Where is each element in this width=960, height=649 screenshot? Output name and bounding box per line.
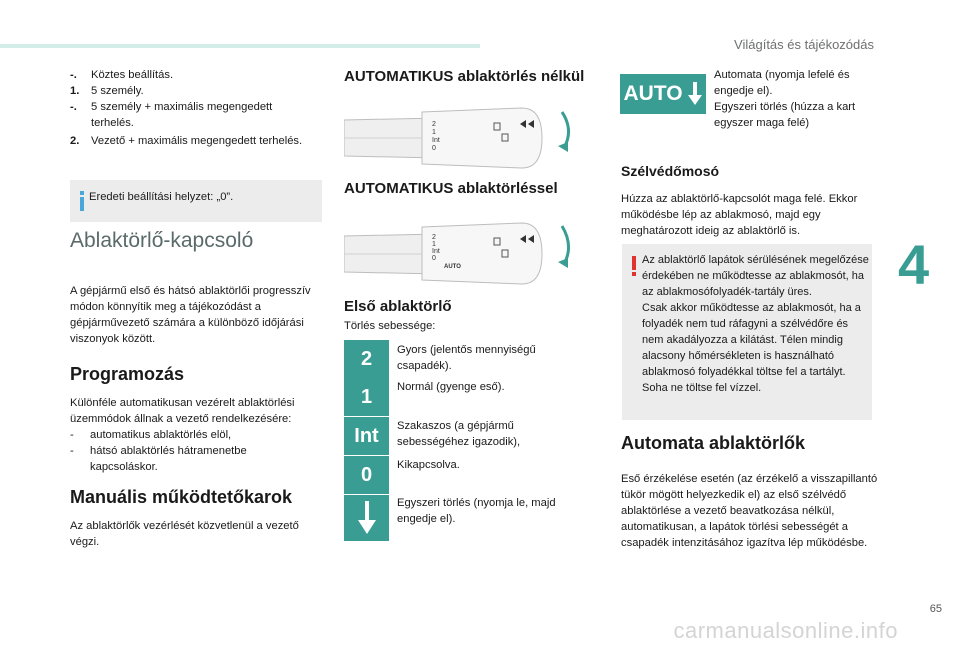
list-item: - hátsó ablaktörlés hátramenetbe kapcsoláskor. [70,445,247,473]
speed-text: Normál (gyenge eső). [397,381,505,393]
programming-section [70,395,328,475]
washer-heading: Szélvédőmosó [621,163,720,179]
auto-wipers-text: Eső érzékelése esetén (az érzékelő a visszapillantó tükör mögött helyezkedik el) az első szélvédő ablaktörlése a vezető beavatkozása nélkül, automatikusan, a lapátok törlési sebességét a csapadék intenzitásához igazítva lép működésbe. [621,473,878,549]
chapter-tab: 4 [898,233,930,296]
programming-heading: Programozás [70,364,185,384]
stalk-label: 0 [432,255,436,262]
stalk-label: Int [432,248,440,255]
page-number: 65 [929,603,942,615]
auto-text: Automata (nyomja lefelé és engedje el). Egyszeri törlés (húzza a kart egyszer maga felé) [714,69,856,129]
info-note [70,180,322,222]
header-bar [0,44,480,48]
speed-tile-2: 2 [344,340,389,378]
speed-tile-0: 0 [344,456,389,494]
speed-tile-int: Int [344,417,389,455]
page-title: Ablaktörlő-kapcsoló [70,229,254,252]
down-arrow-icon [687,82,703,106]
speed-text: Szakaszos (a gépjármű sebességéhez igazodik), [397,420,521,448]
list-item: - automatikus ablaktörlés elöl, [70,429,232,441]
list-item: -. 5 személy + maximális megengedett terhelés. [70,101,273,129]
wiper-stalk-illustration [344,104,580,174]
info-icon [78,191,86,211]
manual-heading: Manuális működtetőkarok [70,487,293,507]
auto-off-heading: AUTOMATIKUS ablaktörlés nélkül [344,68,585,85]
auto-button-symbol: AUTO [620,74,706,114]
warning-icon [630,256,638,276]
intro-text: A gépjármű első és hátsó ablaktörlői progresszív módon könnyítik meg a tájékozódást a gépjárművezető számára a különböző időjárási viszonyok között. [70,285,311,345]
washer-text: Húzza az ablaktörlő-kapcsolót maga felé. Ekkor működésbe lép az ablakmosó, majd egy meghatározott ideig az ablaktörlő is. [621,193,858,237]
list-item: 1. 5 személy. [70,85,144,97]
down-arrow-icon [357,501,377,535]
warning-text: Az ablaktörlő lapátok sérülésének megelőzése érdekében ne működtesse az ablakmosót, ha az ablakmosófolyadék-tartály üres. Csak akkor működtesse az ablakmosót, ha a folyadék nem tud ráfagyni a szélvédőre és nem akadályozza a kilátást. Télen mindig alacsony hőmérsékleten is használható ablakmosó folyadékkal töltse fel a tartályt. Soha ne töltse fel vízzel. [642,254,869,394]
speed-text: Kikapcsolva. [397,459,460,471]
stalk-label: 1 [432,129,436,136]
speed-tile-1: 1 [344,378,389,416]
section-title: Világítás és tájékozódás [734,37,874,52]
list-item: 2. Vezető + maximális megengedett terhelés. [70,135,303,147]
stalk-label: AUTO [444,264,461,270]
load-list [70,67,328,149]
stalk-label: 1 [432,241,436,248]
auto-wipers-heading: Automata ablaktörlők [621,433,806,453]
watermark: carmanualsonline.info [673,618,898,643]
warning-note [622,244,872,420]
stalk-label: Int [432,137,440,144]
list-item: -. Köztes beállítás. [70,69,174,81]
front-wiper-heading: Első ablaktörlő [344,298,452,315]
speed-label: Törlés sebessége: [344,320,436,332]
speed-text: Gyors (jelentős mennyiségű csapadék). [397,344,536,372]
info-note-text: Eredeti beállítási helyzet: „0”. [89,191,234,203]
wiper-stalk-auto-illustration [344,218,580,290]
single-wipe-tile [344,495,389,541]
auto-on-heading: AUTOMATIKUS ablaktörléssel [344,180,558,197]
stalk-label: 2 [432,234,436,241]
speed-text: Egyszeri törlés (nyomja le, majd engedje el). [397,497,556,525]
stalk-label: 0 [432,145,436,152]
stalk-label: 2 [432,121,436,128]
manual-text: Az ablaktörlők vezérlését közvetlenül a vezető végzi. [70,520,299,548]
programming-text: Különféle automatikusan vezérelt ablaktörlési üzemmódok állnak a vezető rendelkezésére: [70,397,295,425]
